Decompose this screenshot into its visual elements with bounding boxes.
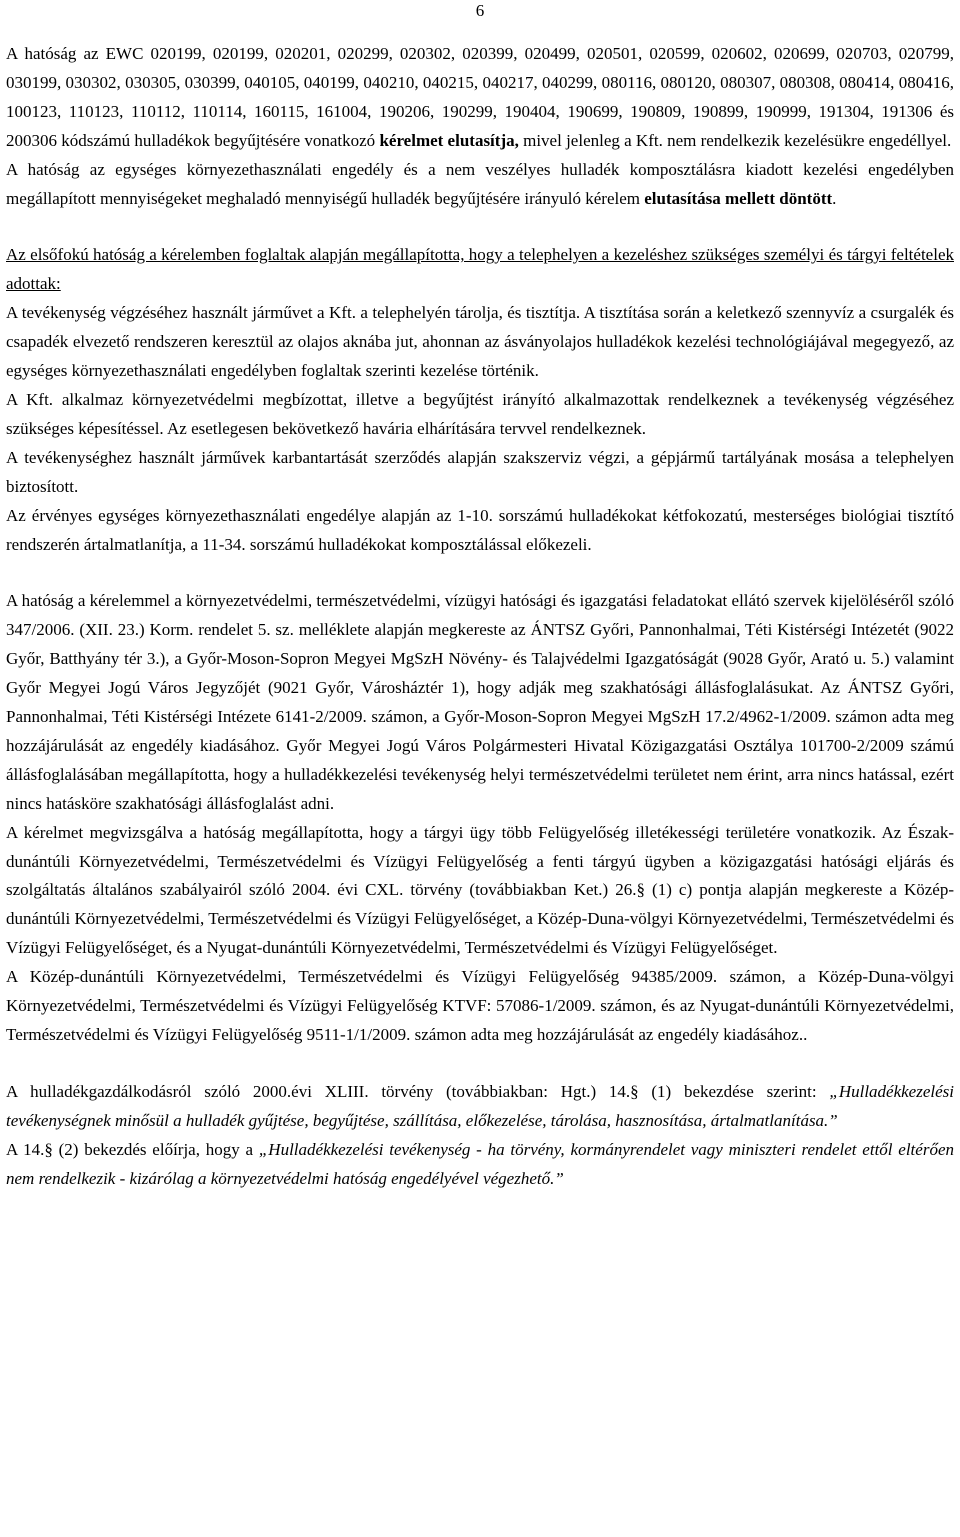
paragraph-jurisdiction: A kérelmet megvizsgálva a hatóság megállapította, hogy a tárgyi ügy több Felügyelőség illetékességi területére vonatkozik. Az Észak-dunántúli Környezetvédelmi, Természetvédelmi és Vízügyi Felügyelőség a fenti tárgyú ügyben a közigazgatási hatósági eljárás és szolgáltatás általános szabályairól szóló 2004. évi CXL. törvény (továbbiakban Ket.) 26.§ (1) c) pontja alapján megkereste a Közép-dunántúli Környezetvédelmi, Természetvédelmi és Vízügyi Felügyelőséget, a Közép-Duna-völgyi Környezetvédelmi, Természetvédelmi és Vízügyi Felügyelőséget, és a Nyugat-dunántúli Környezetvédelmi, Természetvédelmi és Vízügyi Felügyelőséget.: [6, 822, 954, 958]
quantity-end: .: [832, 188, 837, 208]
paragraph-law-definition: [6, 1078, 954, 1136]
law-text: A hulladékgazdálkodásról szóló 2000.évi XLIII. törvény (továbbiakban: Hgt.) 14.§ (1) bekezdése szerint:: [6, 1081, 830, 1101]
requirement-text: A 14.§ (2) bekezdés előírja, hogy a: [6, 1139, 259, 1159]
paragraph-rejection: [6, 40, 954, 156]
quantity-text: A hatóság az egységes környezethasználati engedély és a nem veszélyes hulladék komposztálásra kiadott kezelési engedélyben megállapított mennyiségeket meghaladó mennyiségű hulladék begyűjtésére irányuló kérelem: [6, 159, 954, 208]
page-number: 6: [475, 1, 485, 20]
paragraph-authorities: A hatóság a kérelemmel a környezetvédelmi, természetvédelmi, vízügyi hatósági és igazgatási feladatokat ellátó szervek kijelöléséről szóló 347/2006. (XII. 23.) Korm. rendelet 5. sz. melléklete alapján megkereste az ÁNTSZ Győri, Pannonhalmai, Téti Kistérségi Intézetét (9022 Győr, Batthyány tér 3.), a Győr-Moson-Sopron Megyei MgSzH Növény- és Talajvédelmi Igazgatóságát (9028 Győr, Arató u. 5.) valamint Győr Megyei Jogú Város Jegyzőjét (9021 Győr, Városháztér 1), hogy adják meg szakhatósági állásfoglalásukat. Az ÁNTSZ Győri, Pannonhalmai, Téti Kistérségi Intézete 6141-2/2009. számon, a Győr-Moson-Sopron Megyei MgSzH 17.2/4962-1/2009. számon adta meg hozzájárulását az engedély kiadásához. Győr Megyei Jogú Város Polgármesteri Hivatal Közigazgatási Osztálya 101700-2/2009 számú állásfoglalásában megállapította, hogy a hulladékkezelési tevékenység helyi természetvédelmi területet nem érint, arra nincs hatással, ezért nincs hatásköre szakhatósági állásfoglalást adni.: [6, 591, 954, 813]
paragraph-findings-heading: Az elsőfokú hatóság a kérelemben foglaltak alapján megállapította, hogy a telephelyen a kezeléshez szükséges személyi és tárgyi feltételek adottak:: [6, 245, 954, 294]
paragraph-quantity-decision: [6, 156, 954, 214]
rejection-reason: mivel jelenleg a Kft. nem rendelkezik kezelésükre engedéllyel.: [518, 130, 952, 150]
paragraph-vehicle-cleaning: A tevékenység végzéséhez használt járművet a Kft. a telephelyén tárolja, és tisztítja. A tisztítása során a keletkező szennyvíz a csurgalék és csapadék elvezető rendszeren keresztül az olajos aknába jut, ahonnan az ásványolajos hulladékok kezelési technológiájával megegyező, az egységes környezethasználati engedélyben foglaltak szerinti kezelése történik.: [6, 303, 954, 381]
paragraph-staff: A Kft. alkalmaz környezetvédelmi megbízottat, illetve a begyűjtést irányító alkalmazottak rendelkeznek a tevékenység végzéséhez szükséges képesítéssel. Az esetlegesen bekövetkező havária elhárítására tervvel rendelkeznek.: [6, 389, 954, 438]
paragraph-maintenance: A tevékenységhez használt járművek karbantartását szerződés alapján szakszerviz végzi, a gépjármű tartályának mosása a telephelyen biztosított.: [6, 447, 954, 496]
rejection-text: A hatóság az EWC 020199, 020199, 020201, 020299, 020302, 020399, 020499, 020501, 020599, 020602, 020699, 020703, 020799, 030199, 030302, 030305, 030399, 040105, 040199, 040210, 040215, 040217, 040299, 080116, 080120, 080307, 080308, 080414, 080416, 100123, 110123, 110112, 110114, 160115, 161004, 190206, 190299, 190404, 190699, 190809, 190899, 190999, 191304, 191306 és 200306 kódszámú hulladékok begyűjtésére vonatkozó: [6, 44, 954, 150]
law-quote: „Hulladékkezelési tevékenységnek minősül a hulladék gyűjtése, begyűjtése, szállítása, előkezelése, tárolása, hasznosítása, ártalmatlanítása.”: [6, 1081, 954, 1130]
document-body: [6, 40, 954, 1194]
requirement-quote: „Hulladékkezelési tevékenység - ha törvény, kormányrendelet vagy miniszteri rendelet ettől eltérően nem rendelkezik - kizárólag a környezetvédelmi hatóság engedélyével végezhető.”: [6, 1139, 954, 1188]
paragraph-consent: A Közép-dunántúli Környezetvédelmi, Természetvédelmi és Vízügyi Felügyelőség 94385/2009. számon, a Közép-Duna-völgyi Környezetvédelmi, Természetvédelmi és Vízügyi Felügyelőség KTVF: 57086-1/2009. számon, és az Nyugat-dunántúli Környezetvédelmi, Természetvédelmi és Vízügyi Felügyelőség 9511-1/1/2009. számon adta meg hozzájárulását az engedély kiadásához..: [6, 967, 954, 1044]
paragraph-permit: Az érvényes egységes környezethasználati engedélye alapján az 1-10. sorszámú hulladékokat kétfokozatú, mesterséges biológiai tisztító rendszerén ártalmatlanítja, a 11-34. sorszámú hulladékokat komposztálással előkezeli.: [6, 505, 954, 554]
rejection-decision: kérelmet elutasítja,: [379, 130, 519, 150]
paragraph-law-requirement: [6, 1136, 954, 1194]
quantity-decision: elutasítása mellett döntött: [644, 188, 833, 208]
